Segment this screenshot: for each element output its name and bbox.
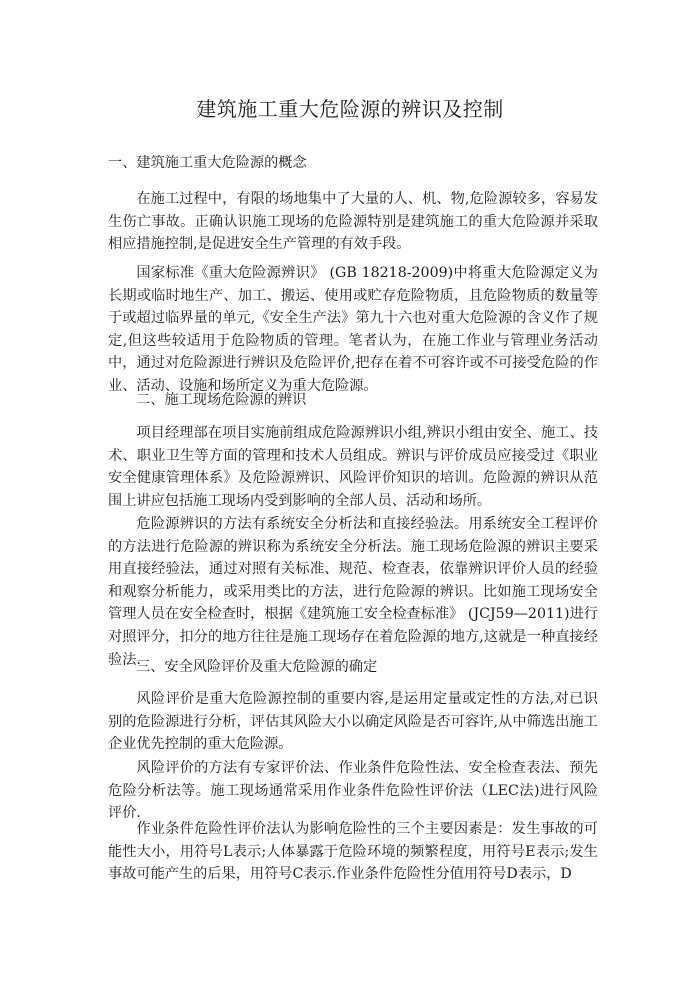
section-heading-2: 二、施工现场危险源的辨识 bbox=[136, 392, 307, 408]
paragraph: 在施工过程中，有限的场地集中了大量的人、机、物,危险源较多，容易发生伤亡事故。正确认识施工现场的危险源特别是建筑施工的重大危险源并采取相应措施控制,是促进安全生产管理的有效手段。 bbox=[108, 191, 598, 253]
paragraph: 风险评价的方法有专家评价法、作业条件危险性法、安全检查表法、预先危险分析法等。施工现场通常采用作业条件危险性评价法（LEC法)进行风险评价. bbox=[108, 760, 598, 822]
document-title: 建筑施工重大危险源的辨识及控制 bbox=[196, 97, 504, 121]
paragraph: 项目经理部在项目实施前组成危险源辨识小组,辨识小组由安全、施工、技术、职业卫生等方面的管理和技术人员组成。辨识与评价成员应接受过《职业安全健康管理体系》及危险源辨识、风险评价知识的培训。危险源的辨识从范围上讲应包括施工现场内受到影响的全部人员、活动和场所。 bbox=[108, 425, 598, 509]
paragraph: 风险评价是重大危险源控制的重要内容,是运用定量或定性的方法,对已识别的危险源进行分析，评估其风险大小以确定风险是否可容许,从中筛选出施工企业优先控制的重大危险源。 bbox=[108, 691, 598, 753]
section-heading-1: 一、建筑施工重大危险源的概念 bbox=[108, 155, 307, 171]
section-heading-3: 三、安全风险评价及重大危险源的确定 bbox=[136, 659, 378, 675]
paragraph: 危险源辨识的方法有系统安全分析法和直接经验法。用系统安全工程评价的方法进行危险源的辨识称为系统安全分析法。施工现场危险源的辨识主要采用直接经验法，通过对照有关标准、规范、检查表，依靠辨识评价人员的经验和观察分析能力，或采用类比的方法，进行危险源的辨识。比如施工现场安全管理人员在安全检查时，根据《建筑施工安全检查标准》 (JCJ59—2011)进行对照评分，扣分的地方往往是施工现场存在着危险源的地方,这就是一种直接经验法. bbox=[108, 516, 598, 668]
paragraph: 国家标准《重大危险源辨识》 (GB 18218-2009)中将重大危险源定义为长期或临时地生产、加工、搬运、使用或贮存危险物质，且危险物质的数量等于或超过临界量的单元,《安全生产法》第九十六也对重大危险源的含义作了规定,但这些较适用于危险物质的管理。笔者认为，在施工作业与管理业务活动中，通过对危险源进行辨识及危险评价,把存在着不可容许或不可接受危险的作业、活动、设施和场所定义为重大危险源。 bbox=[108, 265, 598, 394]
paragraph: 作业条件危险性评价法认为影响危险性的三个主要因素是：发生事故的可能性大小，用符号L表示;人体暴露于危险环境的频繁程度，用符号E表示;发生事故可能产生的后果，用符号C表示.作业条件危险性分值用符号D表示，D bbox=[108, 821, 598, 883]
